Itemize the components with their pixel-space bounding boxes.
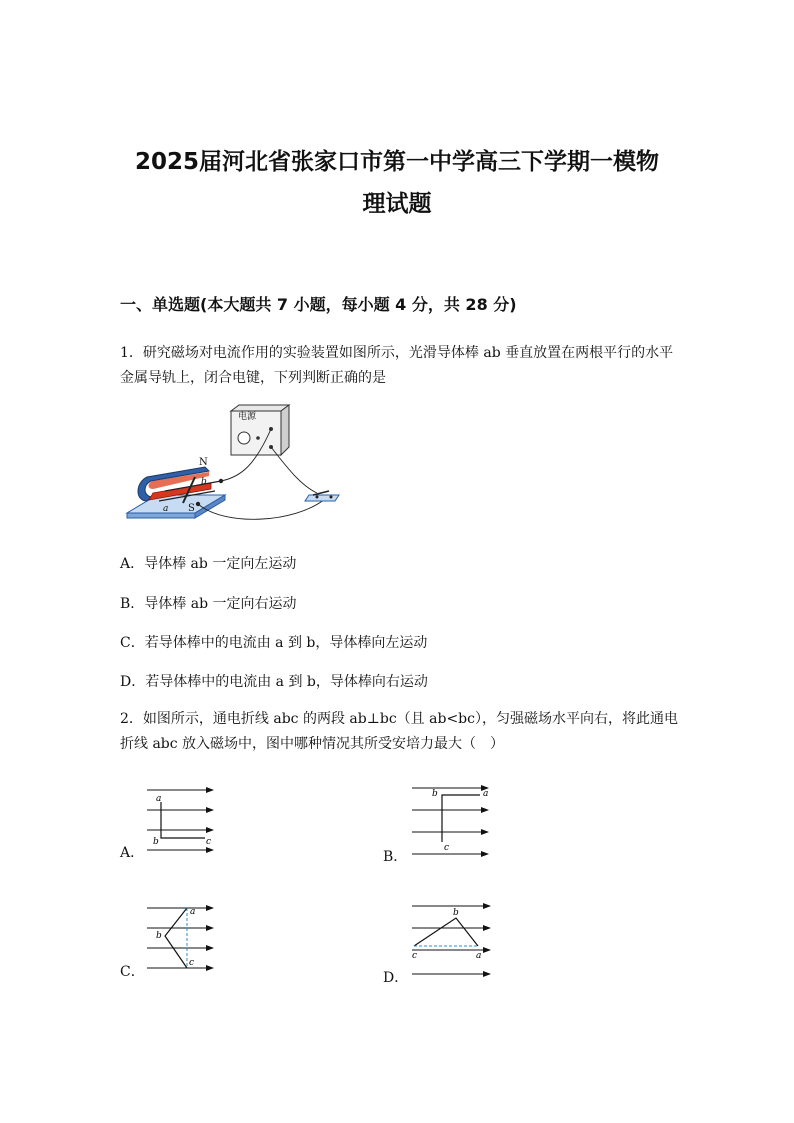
point-b: b — [432, 789, 438, 799]
q2-figure-b[interactable] — [410, 780, 500, 860]
page-title-cont: 理试题 — [362, 191, 432, 217]
q2-option-b-label[interactable]: B． — [383, 849, 408, 865]
switch — [305, 491, 339, 501]
power-supply-label: 电源 — [238, 412, 257, 422]
page-title: 2025届河北省张家口市第一中学高三下学期一模物 — [134, 149, 659, 175]
power-supply — [231, 405, 289, 455]
q1-option-a[interactable]: A．导体棒 ab 一定向左运动 — [120, 556, 297, 572]
point-b: b — [453, 908, 459, 918]
magnet-and-rails — [127, 457, 225, 518]
q1-option-c[interactable]: C．若导体棒中的电流由 a 到 b，导体棒向左运动 — [120, 635, 428, 651]
wire-abc — [414, 918, 478, 946]
q1-figure-apparatus — [125, 405, 355, 530]
point-c: c — [412, 951, 418, 961]
label-N: N — [199, 457, 208, 468]
label-a: a — [163, 504, 169, 514]
q1-option-b[interactable]: B．导体棒 ab 一定向右运动 — [120, 596, 297, 612]
label-b: b — [201, 477, 207, 487]
section-heading: 一、单选题(本大题共 7 小题，每小题 4 分，共 28 分) — [120, 295, 517, 314]
wire-abc — [161, 802, 205, 838]
point-a: a — [190, 907, 196, 917]
point-c: c — [189, 958, 195, 968]
q2-figure-c[interactable] — [145, 898, 225, 978]
q2-option-c-label[interactable]: C． — [120, 964, 145, 980]
point-b: b — [156, 931, 162, 941]
point-c: c — [444, 843, 450, 853]
q1-option-d[interactable]: D．若导体棒中的电流由 a 到 b，导体棒向右运动 — [120, 674, 428, 690]
q2-figure-d[interactable] — [410, 898, 500, 978]
question-2-text: 2．如图所示，通电折线 abc 的两段 ab⊥bc（且 ab<bc），匀强磁场水平向右，将此通电折线 abc 放入磁场中，图中哪种情况其所受安培力最大（ ） — [120, 711, 678, 752]
point-b: b — [153, 837, 159, 847]
point-a: a — [476, 951, 482, 961]
wire-abc — [442, 795, 480, 842]
point-a: a — [483, 789, 489, 799]
point-c: c — [206, 837, 212, 847]
q2-figure-a[interactable] — [145, 782, 225, 862]
q2-option-a-label[interactable]: A． — [120, 845, 145, 861]
point-a: a — [156, 794, 162, 804]
q2-option-d-label[interactable]: D． — [383, 970, 409, 986]
question-1-text: 1．研究磁场对电流作用的实验装置如图所示，光滑导体棒 ab 垂直放置在两根平行的水平金属导轨上，闭合电键，下列判断正确的是 — [120, 345, 674, 386]
label-S: S — [188, 503, 195, 514]
wire-abc — [165, 908, 187, 968]
